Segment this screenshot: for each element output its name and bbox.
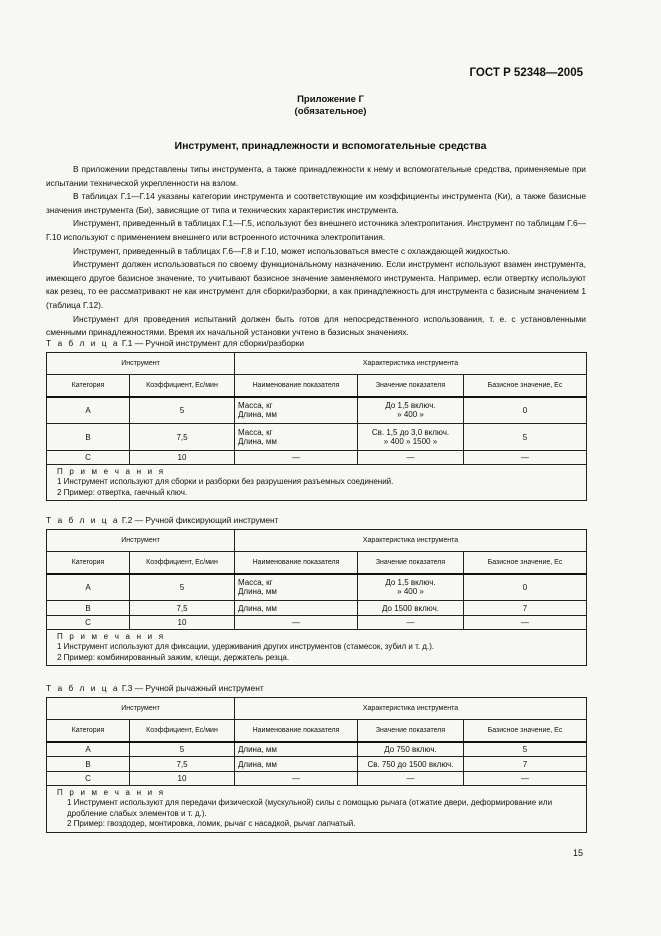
annex-title: Приложение Г xyxy=(297,94,364,105)
cell-param-value: — xyxy=(358,451,464,465)
cell-coefficient: 5 xyxy=(130,742,235,757)
cell-param-value: — xyxy=(358,616,464,630)
cell-category: C xyxy=(47,616,130,630)
table-notes-row xyxy=(47,786,587,833)
table-row xyxy=(47,757,587,772)
cell-coefficient: 7,5 xyxy=(130,757,235,772)
table-row xyxy=(47,397,587,424)
cell-param-name: Масса, кг Длина, мм xyxy=(235,574,358,601)
header-group-tool: Инструмент xyxy=(47,530,235,552)
table-notes xyxy=(47,630,587,666)
cell-param-value: До 1,5 включ. » 400 » xyxy=(358,574,464,601)
table-notes xyxy=(47,465,587,501)
table-row xyxy=(47,601,587,616)
cell-category: C xyxy=(47,772,130,786)
cell-category: C xyxy=(47,451,130,465)
cell-param-value: — xyxy=(358,772,464,786)
cell-coefficient: 5 xyxy=(130,574,235,601)
cell-category: A xyxy=(47,742,130,757)
cell-category: B xyxy=(47,601,130,616)
cell-param-name: Длина, мм xyxy=(235,601,358,616)
table-g3 xyxy=(46,697,587,833)
cell-param-value: Св. 1,5 до 3,0 включ. » 400 » 1500 » xyxy=(358,424,464,451)
page-number: 15 xyxy=(573,848,584,858)
paragraph: Инструмент, приведенный в таблицах Г.1—Г.5, используют без внешнего источника электропитания. Инструмент по таблицам Г.6—Г.10 используют с применением внешнего или встроенного источника электропитания. xyxy=(46,218,586,242)
note-item: 1 Инструмент используют для передачи физической (мускульной) силы с помощью рычага (отжатие двери, деформирование или дробление слабых элементов и т. д.). xyxy=(67,798,553,818)
cell-base-value: 7 xyxy=(464,601,587,616)
cell-base-value: — xyxy=(464,616,587,630)
table-caption-text: Г.2 — Ручной фиксирующий инструмент xyxy=(121,515,279,525)
table-caption-text: Г.1 — Ручной инструмент для сборки/разборки xyxy=(121,338,305,348)
note-item: 2 Пример: гвоздодер, монтировка, ломик, рычаг с насадкой, рычаг лапчатый. xyxy=(67,819,356,829)
table-caption-label: Т а б л и ц а xyxy=(46,338,120,348)
header-param-name: Наименование показателя xyxy=(235,552,358,574)
header-category: Категория xyxy=(47,552,130,574)
header-coefficient: Коэффициент, Eс/мин xyxy=(130,720,235,742)
body-text xyxy=(46,163,586,340)
cell-base-value: 7 xyxy=(464,757,587,772)
header-category: Категория xyxy=(47,720,130,742)
table-row xyxy=(47,451,587,465)
header-param-value: Значение показателя xyxy=(358,552,464,574)
table-caption-label: Т а б л и ц а xyxy=(46,683,120,693)
cell-param-name: Длина, мм xyxy=(235,757,358,772)
cell-base-value: 5 xyxy=(464,424,587,451)
cell-param-name: Длина, мм xyxy=(235,742,358,757)
table-row xyxy=(47,424,587,451)
header-coefficient: Коэффициент, Eс/мин xyxy=(130,552,235,574)
annex-heading xyxy=(0,94,661,118)
paragraph: В приложении представлены типы инструмента, а также принадлежности к нему и вспомогательные средства, применяемые при испытании технической укрепленности на взлом. xyxy=(46,164,586,188)
cell-coefficient: 7,5 xyxy=(130,601,235,616)
notes-heading: П р и м е ч а н и я xyxy=(57,632,166,641)
table-g2 xyxy=(46,529,587,666)
paragraph: Инструмент для проведения испытаний должен быть готов для непосредственного использования, т. е. с установленными сменными принадлежностями. Время их начальной установки учтено в базисных значениях. xyxy=(46,313,586,338)
cell-coefficient: 10 xyxy=(130,451,235,465)
document-code: ГОСТ Р 52348—2005 xyxy=(469,67,583,79)
paragraph: В таблицах Г.1—Г.14 указаны категории инструмента и соответствующие им коэффициенты инструмента (Kи), а также базисные значения инструмента (Би), зависящие от типа и технических характеристик инструмента. xyxy=(46,191,586,215)
header-group-characteristics: Характеристика инструмента xyxy=(235,530,587,552)
notes-heading: П р и м е ч а н и я xyxy=(57,467,166,476)
header-base-value: Базисное значение, Eс xyxy=(464,720,587,742)
cell-base-value: — xyxy=(464,772,587,786)
table-caption xyxy=(46,683,264,693)
table-notes xyxy=(47,786,587,833)
note-item: 2 Пример: отвертка, гаечный ключ. xyxy=(57,487,188,497)
cell-param-value: До 1,5 включ. » 400 » xyxy=(358,397,464,424)
paragraph: Инструмент, приведенный в таблицах Г.6—Г.8 и Г.10, может использоваться вместе с охлаждающей жидкостью. xyxy=(73,245,511,256)
table-row xyxy=(47,772,587,786)
cell-coefficient: 7,5 xyxy=(130,424,235,451)
table-row xyxy=(47,742,587,757)
cell-param-name: — xyxy=(235,451,358,465)
paragraph: Инструмент должен использоваться по своему функциональному назначению. Если инструмент используют взамен инструмента, имеющего другое базисное значение, то учитывают базисное значение заменяемого инструмента. Например, если отвертку используют как резец, то ее рассматривают не как инструмент для сборки/разборки, а как принадлежность для инструмента с базисным значением 1 (таблица Г.12). xyxy=(46,259,586,310)
header-coefficient: Коэффициент, Eс/мин xyxy=(130,375,235,397)
header-param-value: Значение показателя xyxy=(358,720,464,742)
cell-base-value: — xyxy=(464,451,587,465)
cell-coefficient: 10 xyxy=(130,772,235,786)
cell-base-value: 0 xyxy=(464,397,587,424)
header-group-tool: Инструмент xyxy=(47,698,235,720)
table-row xyxy=(47,574,587,601)
header-base-value: Базисное значение, Eс xyxy=(464,552,587,574)
header-category: Категория xyxy=(47,375,130,397)
annex-status: (обязательное) xyxy=(294,106,367,117)
cell-category: A xyxy=(47,574,130,601)
cell-param-value: До 1500 включ. xyxy=(358,601,464,616)
header-base-value: Базисное значение, Eс xyxy=(464,375,587,397)
table-g1 xyxy=(46,352,587,501)
note-item: 1 Инструмент используют для фиксации, удерживания других инструментов (стамесок, зубил и т. д.). xyxy=(57,642,435,652)
header-param-name: Наименование показателя xyxy=(235,375,358,397)
cell-base-value: 0 xyxy=(464,574,587,601)
section-title: Инструмент, принадлежности и вспомогательные средства xyxy=(174,140,487,152)
table-caption xyxy=(46,338,304,348)
header-group-characteristics: Характеристика инструмента xyxy=(235,353,587,375)
notes-heading: П р и м е ч а н и я xyxy=(57,788,166,797)
cell-param-name: Масса, кг Длина, мм xyxy=(235,397,358,424)
cell-category: A xyxy=(47,397,130,424)
cell-category: B xyxy=(47,757,130,772)
table-caption-label: Т а б л и ц а xyxy=(46,515,120,525)
note-item: 1 Инструмент используют для сборки и разборки без разрушения разъемных соединений. xyxy=(57,477,394,487)
header-group-characteristics: Характеристика инструмента xyxy=(235,698,587,720)
table-notes-row xyxy=(47,465,587,501)
cell-param-name: — xyxy=(235,616,358,630)
cell-param-value: Св. 750 до 1500 включ. xyxy=(358,757,464,772)
header-param-name: Наименование показателя xyxy=(235,720,358,742)
cell-category: B xyxy=(47,424,130,451)
note-item: 2 Пример: комбинированный зажим, клещи, держатель резца. xyxy=(57,652,290,662)
header-group-tool: Инструмент xyxy=(47,353,235,375)
cell-param-name: Масса, кг Длина, мм xyxy=(235,424,358,451)
header-param-value: Значение показателя xyxy=(358,375,464,397)
table-caption xyxy=(46,515,279,525)
table-notes-row xyxy=(47,630,587,666)
table-row xyxy=(47,616,587,630)
cell-base-value: 5 xyxy=(464,742,587,757)
cell-coefficient: 10 xyxy=(130,616,235,630)
table-caption-text: Г.3 — Ручной рычажный инструмент xyxy=(121,683,264,693)
cell-coefficient: 5 xyxy=(130,397,235,424)
cell-param-name: — xyxy=(235,772,358,786)
cell-param-value: До 750 включ. xyxy=(358,742,464,757)
